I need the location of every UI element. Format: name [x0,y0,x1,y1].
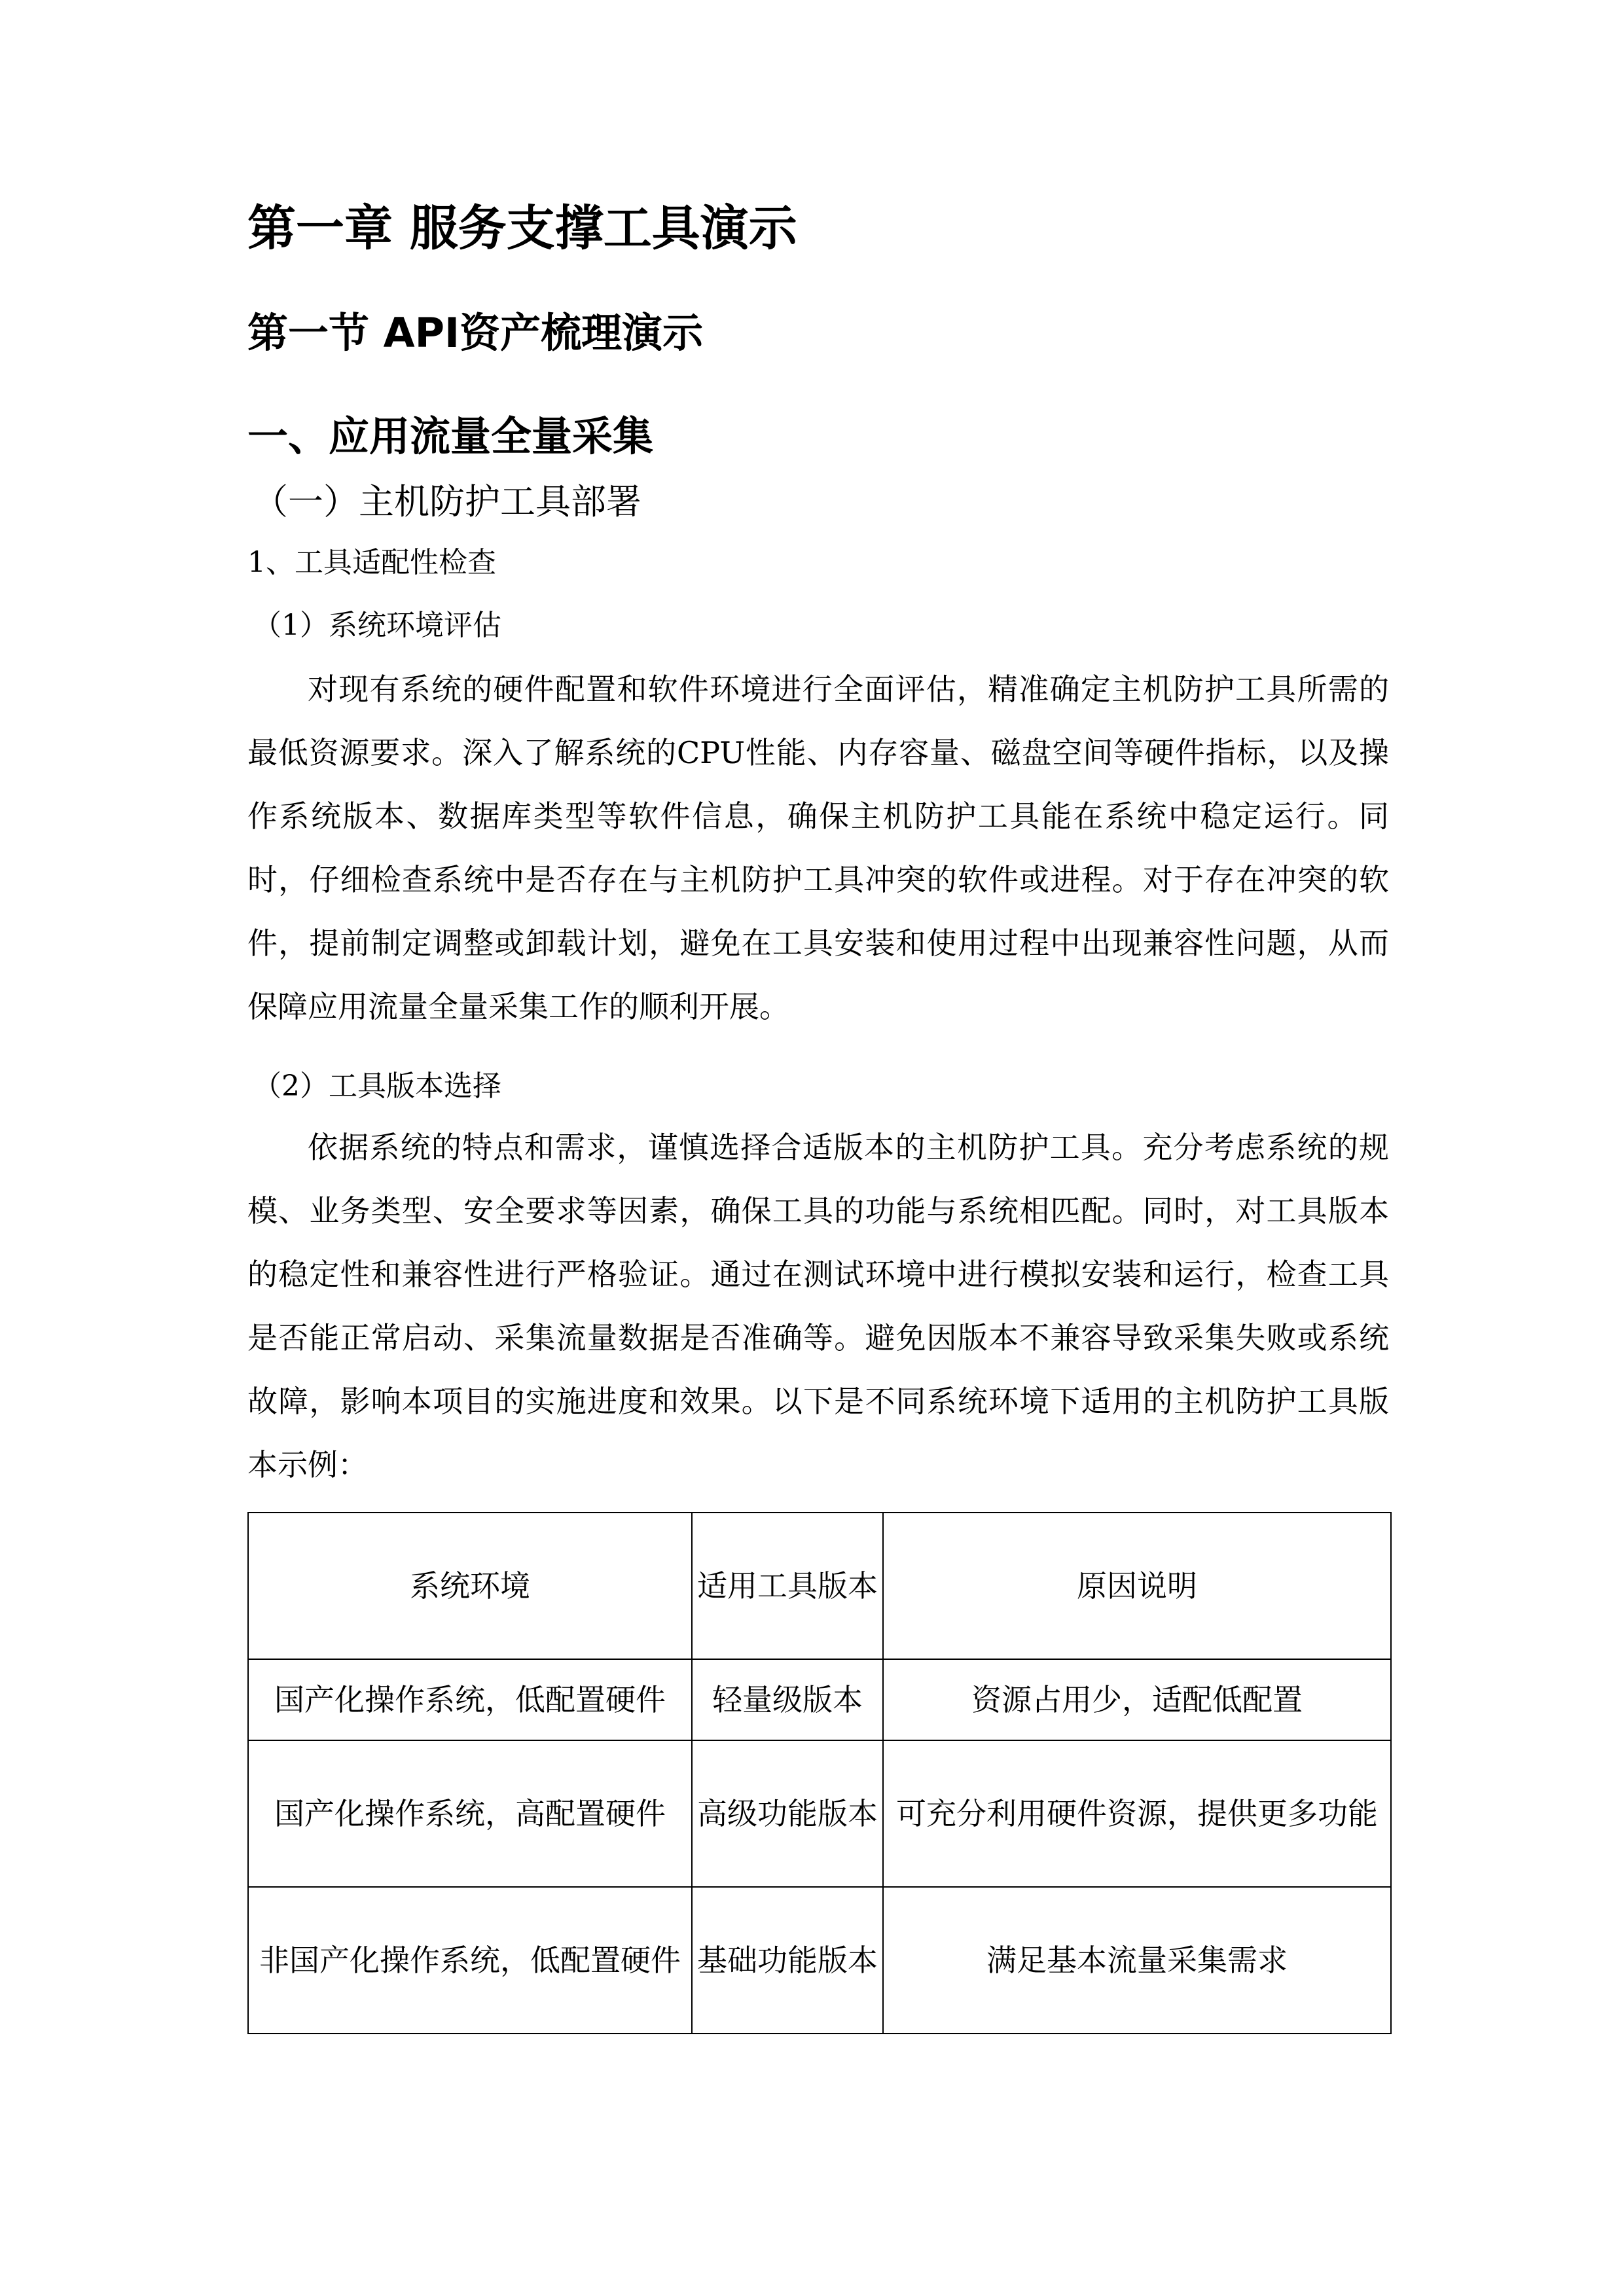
chapter-heading: 第一章 服务支撑工具演示 [247,200,797,257]
table-cell: 国产化操作系统，低配置硬件 [248,1659,692,1740]
subsection-heading: 一、应用流量全量采集 [247,412,654,460]
table-row [248,1740,1391,1887]
table-header-cell: 适用工具版本 [692,1513,883,1659]
table-cell: 可充分利用硬件资源，提供更多功能 [883,1740,1391,1887]
table-header-cell: 原因说明 [883,1513,1391,1659]
table-header-cell: 系统环境 [248,1513,692,1659]
table-cell: 基础功能版本 [692,1887,883,2034]
table-cell: 高级功能版本 [692,1740,883,1887]
table-cell: 轻量级版本 [692,1659,883,1740]
table-cell: 国产化操作系统，高配置硬件 [248,1740,692,1887]
table-row [248,1659,1391,1740]
paragraph-system-assessment: 对现有系统的硬件配置和软件环境进行全面评估，精准确定主机防护工具所需的最低资源要求。深入了解系统的CPU性能、内存容量、磁盘空间等硬件指标，以及操作系统版本、数据库类型等软件信息，确保主机防护工具能在系统中稳定运行。同时，仔细检查系统中是否存在与主机防护工具冲突的软件或进程。对于存在冲突的软件，提前制定调整或卸载计划，避免在工具安装和使用过程中出现兼容性问题，从而保障应用流量全量采集工作的顺利开展。 [247,672,1389,1024]
section-heading: 第一节 API资产梳理演示 [247,309,704,357]
table-cell: 资源占用少，适配低配置 [883,1659,1391,1740]
table-cell: 非国产化操作系统，低配置硬件 [248,1887,692,2034]
subsubsection-heading: （一）主机防护工具部署 [253,481,641,522]
sub-item-heading-version-selection: （2）工具版本选择 [253,1069,501,1103]
table-row [248,1887,1391,2034]
table-cell: 满足基本流量采集需求 [883,1887,1391,2034]
tool-version-table [247,1512,1392,2034]
paragraph-version-selection: 依据系统的特点和需求，谨慎选择合适版本的主机防护工具。充分考虑系统的规模、业务类型、安全要求等因素，确保工具的功能与系统相匹配。同时，对工具版本的稳定性和兼容性进行严格验证。通过在测试环境中进行模拟安装和运行，检查工具是否能正常启动、采集流量数据是否准确等。避免因版本不兼容导致采集失败或系统故障，影响本项目的实施进度和效果。以下是不同系统环境下适用的主机防护工具版本示例： [247,1130,1389,1482]
sub-item-heading-system-assessment: （1）系统环境评估 [253,609,501,642]
item-heading: 1、工具适配性检查 [247,546,496,579]
table-header-row [248,1513,1391,1659]
